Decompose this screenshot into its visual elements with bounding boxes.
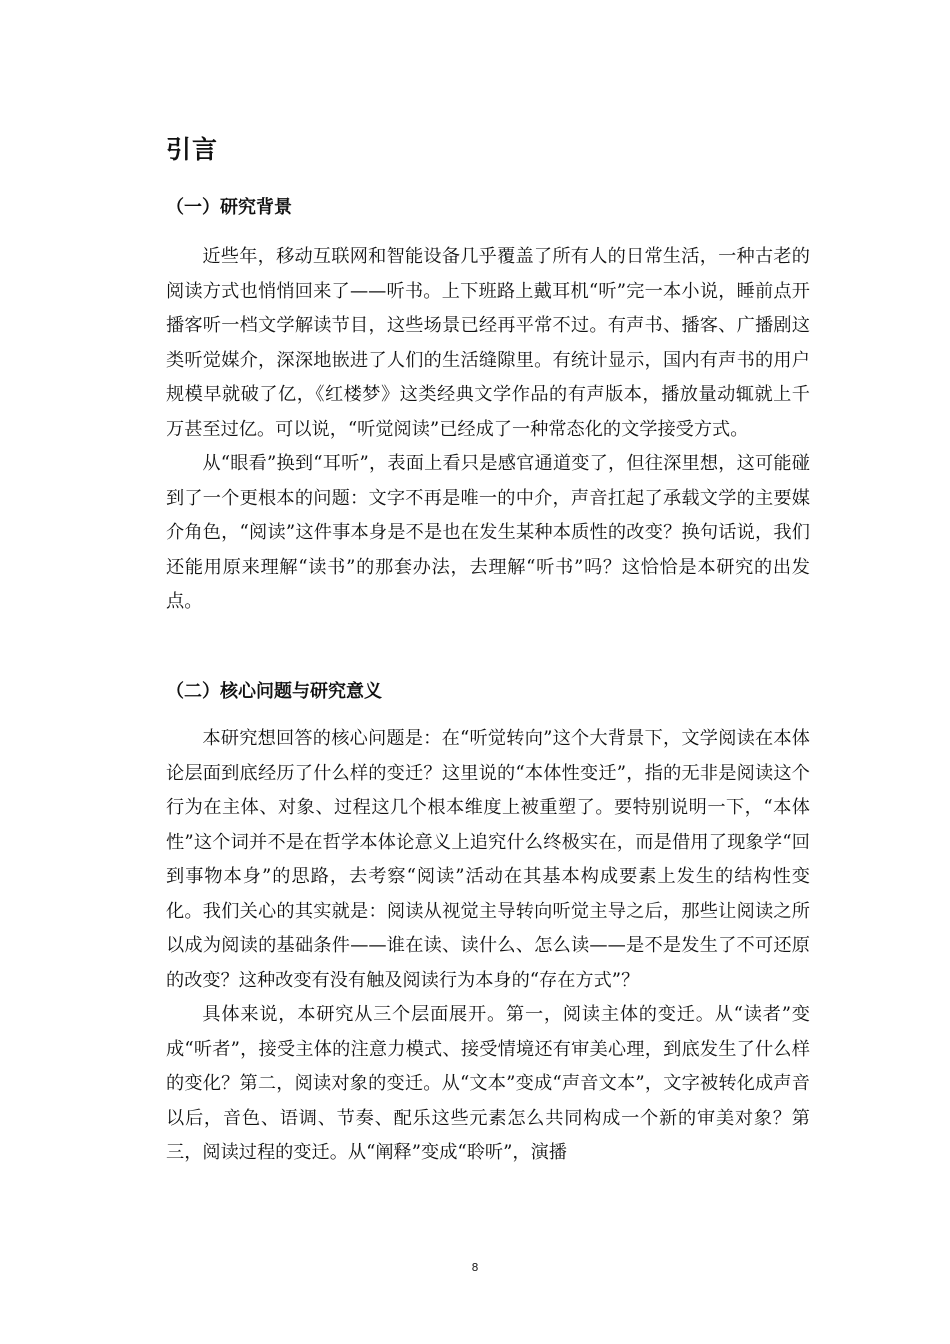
chapter-title: 引言 (166, 135, 219, 164)
paragraph: 从“眼看”换到“耳听”，表面上看只是感官通道变了，但往深里想，这可能碰到了一个更根本的问题：文字不再是唯一的中介，声音扛起了承载文学的主要媒介角色，“阅读”这件事本身是不是也在发生某种本质性的改变？换句话说，我们还能用原来理解“读书”的那套办法，去理解“听书”吗？这恰恰是本研究的出发点。 (166, 453, 810, 612)
paragraph: 具体来说，本研究从三个层面展开。第一，阅读主体的变迁。从“读者”变成“听者”，接受主体的注意力模式、接受情境还有审美心理，到底发生了什么样的变化？第二，阅读对象的变迁。从“文本”变成“声音文本”，文字被转化成声音以后，音色、语调、节奏、配乐这些元素怎么共同构成一个新的审美对象？第三，阅读过程的变迁。从“阐释”变成“聆听”，演播 (166, 1004, 810, 1163)
section-body-core-questions (166, 722, 810, 1171)
section-body-background (166, 240, 810, 620)
paragraph: 本研究想回答的核心问题是：在“听觉转向”这个大背景下，文学阅读在本体论层面到底经历了什么样的变迁？这里说的“本体性变迁”，指的无非是阅读这个行为在主体、对象、过程这几个根本维度上被重塑了。要特别说明一下，“本体性”这个词并不是在哲学本体论意义上追究什么终极实在，而是借用了现象学“回到事物本身”的思路，去考察“阅读”活动在其基本构成要素上发生的结构性变化。我们关心的其实就是：阅读从视觉主导转向听觉主导之后，那些让阅读之所以成为阅读的基础条件——谁在读、读什么、怎么读——是不是发生了不可还原的改变？这种改变有没有触及阅读行为本身的“存在方式”？ (166, 728, 810, 991)
paragraph: 近些年，移动互联网和智能设备几乎覆盖了所有人的日常生活，一种古老的阅读方式也悄悄回来了——听书。上下班路上戴耳机“听”完一本小说，睡前点开播客听一档文学解读节目，这些场景已经再平常不过。有声书、播客、广播剧这类听觉媒介，深深地嵌进了人们的生活缝隙里。有统计显示，国内有声书的用户规模早就破了亿，《红楼梦》这类经典文学作品的有声版本，播放量动辄就上千万甚至过亿。可以说，“听觉阅读”已经成了一种常态化的文学接受方式。 (166, 246, 810, 440)
section-heading-background: （一）研究背景 (166, 197, 292, 218)
section-heading-core-questions: （二）核心问题与研究意义 (166, 681, 382, 702)
page-number: 8 (471, 1261, 479, 1274)
